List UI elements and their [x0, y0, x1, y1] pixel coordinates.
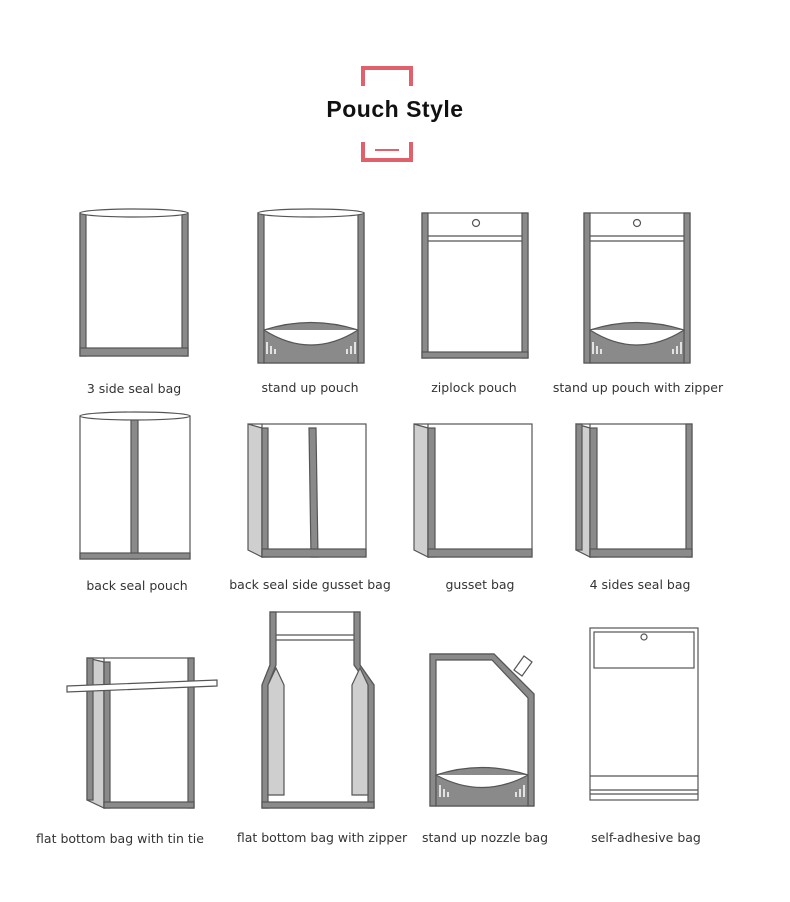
pouch-label-3: ziplock pouch: [431, 380, 517, 395]
pouch-label-12: self-adhesive bag: [591, 830, 701, 845]
stand-up-nozzle-bag-icon: [430, 654, 534, 806]
page-title: Pouch Style: [326, 96, 464, 122]
back-seal-side-gusset-bag-icon: [248, 424, 366, 557]
pouch-label-11: stand up nozzle bag: [421, 830, 549, 845]
flat-bottom-zipper-bag-icon: [262, 612, 374, 808]
pouch-label-2: stand up pouch: [261, 380, 359, 395]
stand-up-pouch-icon: [258, 209, 364, 363]
pouch-label-1: 3 side seal bag: [86, 381, 182, 396]
four-sides-seal-bag-icon: [576, 424, 692, 557]
pouch-label-7: gusset bag: [445, 577, 515, 592]
three-side-seal-bag-icon: [80, 209, 188, 356]
pouch-label-10: flat bottom bag with zipper: [236, 830, 408, 845]
pouch-label-8: 4 sides seal bag: [589, 577, 691, 592]
flat-bottom-tin-tie-bag-icon: [67, 658, 217, 808]
pouch-label-5: back seal pouch: [86, 578, 188, 593]
stand-up-pouch-zipper-icon: [584, 213, 690, 363]
ziplock-pouch-icon: [422, 213, 528, 358]
self-adhesive-bag-icon: [590, 628, 698, 800]
pouch-label-6: back seal side gusset bag: [229, 577, 391, 592]
pouch-label-9: flat bottom bag with tin tie: [36, 831, 204, 846]
back-seal-pouch-icon: [80, 412, 190, 559]
pouch-label-4: stand up pouch with zipper: [552, 380, 724, 395]
gusset-bag-icon: [414, 424, 532, 557]
